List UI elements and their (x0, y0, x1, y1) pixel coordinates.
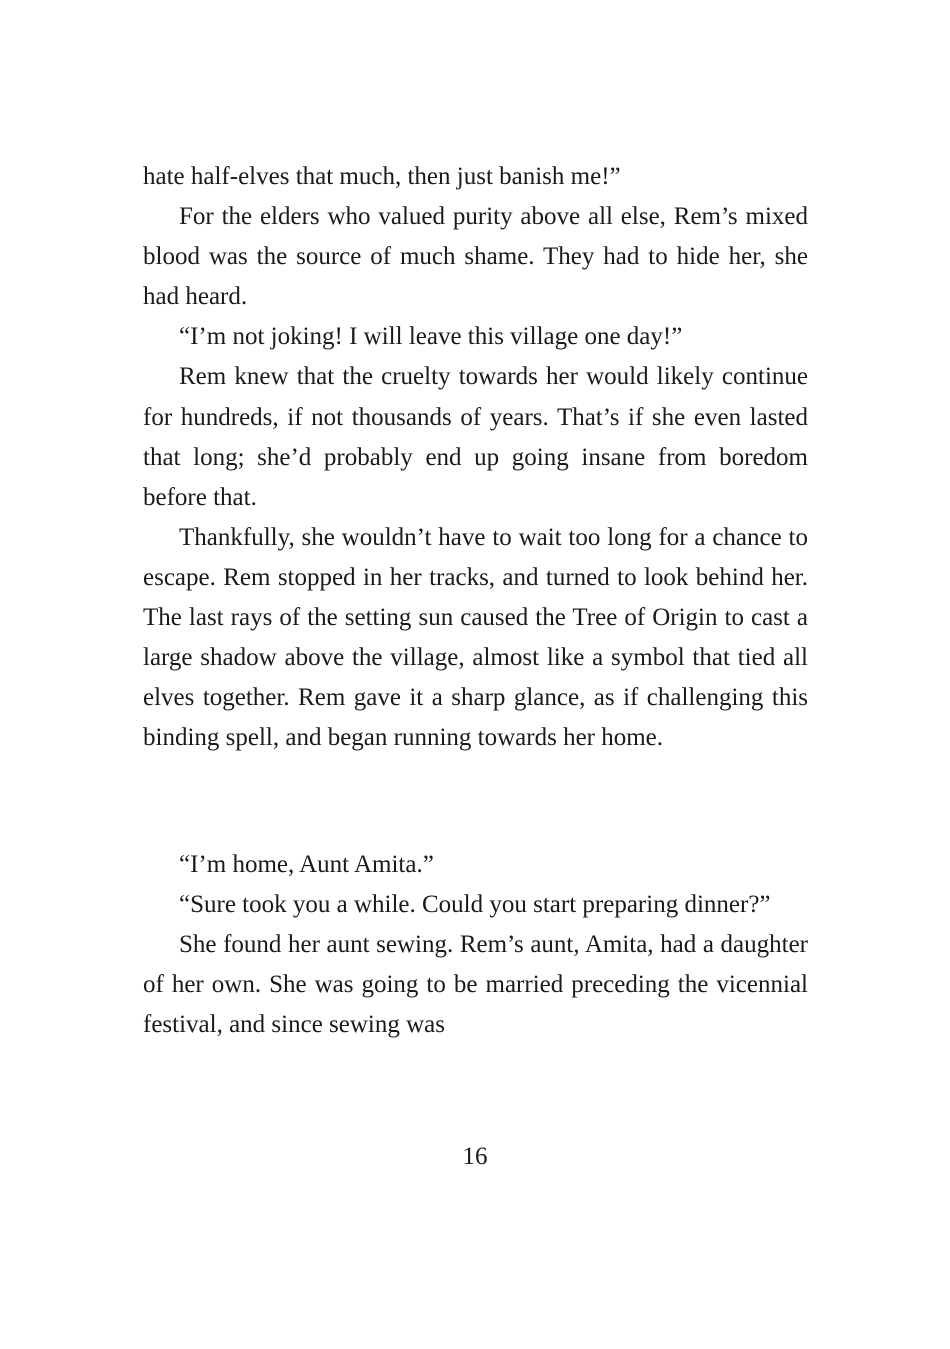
text-section-1 (143, 157, 808, 758)
paragraph: Rem knew that the cruelty towards her would likely continue for hundreds, if not thousands of years. That’s if she even lasted that long; she’d probably end up going insane from boredom before that. (143, 363, 808, 511)
paragraph: “I’m not joking! I will leave this village one day!” (179, 323, 683, 351)
text-section-2 (143, 845, 808, 1045)
page-number: 16 (462, 1143, 488, 1170)
paragraph: For the elders who valued purity above all else, Rem’s mixed blood was the source of much shame. They had to hide her, she had heard. (143, 203, 808, 311)
paragraph: hate half-elves that much, then just banish me!” (143, 163, 621, 190)
paragraph: “Sure took you a while. Could you start preparing dinner?” (179, 891, 771, 919)
paragraph: She found her aunt sewing. Rem’s aunt, Amita, had a daughter of her own. She was going to be married preceding the vicennial festival, and since sewing was (143, 931, 808, 1039)
paragraph: “I’m home, Aunt Amita.” (179, 851, 434, 878)
paragraph: Thankfully, she wouldn’t have to wait too long for a chance to escape. Rem stopped in her tracks, and turned to look behind her. The last rays of the setting sun caused the Tree of Origin to cast a large shadow above the village, almost like a symbol that tied all elves together. Rem gave it a sharp glance, as if challenging this binding spell, and began running towards her home. (143, 523, 808, 752)
